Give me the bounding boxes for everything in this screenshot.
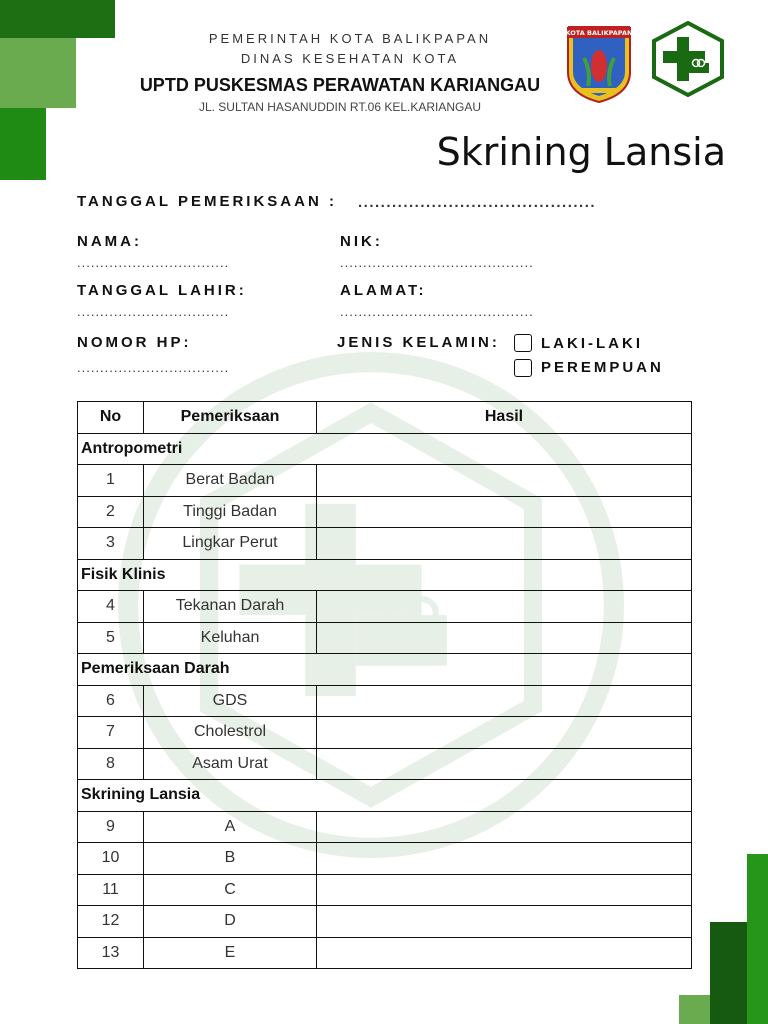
table-row (78, 496, 692, 528)
nik-label: NIK: (340, 233, 383, 250)
table-row (78, 843, 692, 875)
section-title: Skrining Lansia (78, 780, 692, 812)
jenis-kelamin-label: JENIS KELAMIN: (337, 334, 500, 351)
tanggal-lahir-label: TANGGAL LAHIR: (77, 282, 247, 299)
row-hasil-cell[interactable] (317, 591, 692, 623)
row-no: 4 (78, 591, 144, 623)
table-row (78, 748, 692, 780)
row-item: Lingkar Perut (144, 528, 317, 560)
row-hasil-cell[interactable] (317, 748, 692, 780)
tanggal-lahir-field[interactable]: ................................. (77, 304, 230, 319)
corner-block-bottom-light (679, 995, 710, 1024)
corner-block-top-light (0, 38, 76, 108)
row-hasil-cell[interactable] (317, 843, 692, 875)
table-row (78, 937, 692, 969)
row-no: 6 (78, 685, 144, 717)
row-item: Keluhan (144, 622, 317, 654)
row-hasil-cell[interactable] (317, 622, 692, 654)
row-item: GDS (144, 685, 317, 717)
row-hasil-cell[interactable] (317, 717, 692, 749)
header-department-line: DINAS KESEHATAN KOTA (240, 51, 460, 66)
row-no: 8 (78, 748, 144, 780)
corner-block-top-dark (0, 0, 115, 38)
nomor-hp-field[interactable]: ................................. (77, 360, 230, 375)
table-row (78, 811, 692, 843)
alamat-label: ALAMAT: (340, 282, 427, 299)
row-hasil-cell[interactable] (317, 906, 692, 938)
section-title: Antropometri (78, 433, 692, 465)
row-no: 7 (78, 717, 144, 749)
row-item: Cholestrol (144, 717, 317, 749)
header-government-line: PEMERINTAH KOTA BALIKPAPAN (208, 31, 492, 46)
row-item: Berat Badan (144, 465, 317, 497)
row-item: A (144, 811, 317, 843)
row-hasil-cell[interactable] (317, 496, 692, 528)
table-row (78, 622, 692, 654)
row-item: Tekanan Darah (144, 591, 317, 623)
row-no: 1 (78, 465, 144, 497)
table-row (78, 528, 692, 560)
row-item: C (144, 874, 317, 906)
section-row (78, 654, 692, 686)
row-item: D (144, 906, 317, 938)
header-title: UPTD PUSKESMAS PERAWATAN KARIANGAU (139, 75, 541, 95)
row-item: Asam Urat (144, 748, 317, 780)
row-hasil-cell[interactable] (317, 874, 692, 906)
corner-block-top-mid (0, 108, 46, 180)
table-row (78, 717, 692, 749)
row-hasil-cell[interactable] (317, 465, 692, 497)
table-row (78, 874, 692, 906)
row-no: 12 (78, 906, 144, 938)
row-no: 10 (78, 843, 144, 875)
header-no: No (78, 402, 144, 434)
balikpapan-city-logo-icon (564, 22, 634, 104)
row-item: B (144, 843, 317, 875)
row-hasil-cell[interactable] (317, 937, 692, 969)
row-no: 3 (78, 528, 144, 560)
section-title: Pemeriksaan Darah (78, 654, 692, 686)
section-title: Fisik Klinis (78, 559, 692, 591)
section-row (78, 433, 692, 465)
corner-block-bottom-dark (710, 922, 747, 1024)
row-no: 13 (78, 937, 144, 969)
section-row (78, 559, 692, 591)
perempuan-label: PEREMPUAN (541, 359, 664, 376)
table-row (78, 591, 692, 623)
city-logo-text: KOTA BALIKPAPAN (565, 29, 633, 37)
corner-block-bottom-bright (747, 854, 768, 1024)
nik-field[interactable]: .......................................... (340, 255, 534, 270)
row-item: E (144, 937, 317, 969)
row-item: Tinggi Badan (144, 496, 317, 528)
tanggal-pemeriksaan-label: TANGGAL PEMERIKSAAN : (77, 193, 337, 210)
row-no: 9 (78, 811, 144, 843)
nama-label: NAMA: (77, 233, 142, 250)
perempuan-checkbox[interactable] (514, 359, 532, 377)
table-row (78, 685, 692, 717)
laki-laki-checkbox[interactable] (514, 334, 532, 352)
header-pemeriksaan: Pemeriksaan (144, 402, 317, 434)
table-header-row (78, 402, 692, 434)
header-hasil: Hasil (317, 402, 692, 434)
row-no: 5 (78, 622, 144, 654)
section-row (78, 780, 692, 812)
row-hasil-cell[interactable] (317, 685, 692, 717)
form-title: Skrining Lansia (436, 130, 726, 174)
row-hasil-cell[interactable] (317, 528, 692, 560)
laki-laki-label: LAKI-LAKI (541, 335, 643, 352)
table-row (78, 465, 692, 497)
header-address: JL. SULTAN HASANUDDIN RT.06 KEL.KARIANGAU (198, 100, 482, 114)
nama-field[interactable]: ................................. (77, 255, 230, 270)
row-hasil-cell[interactable] (317, 811, 692, 843)
puskesmas-logo-icon (650, 21, 726, 97)
nomor-hp-label: NOMOR HP: (77, 334, 192, 351)
row-no: 11 (78, 874, 144, 906)
examination-table (77, 401, 692, 969)
table-row (78, 906, 692, 938)
row-no: 2 (78, 496, 144, 528)
alamat-field[interactable]: .......................................... (340, 304, 534, 319)
tanggal-pemeriksaan-field[interactable]: .......................................... (358, 194, 597, 211)
